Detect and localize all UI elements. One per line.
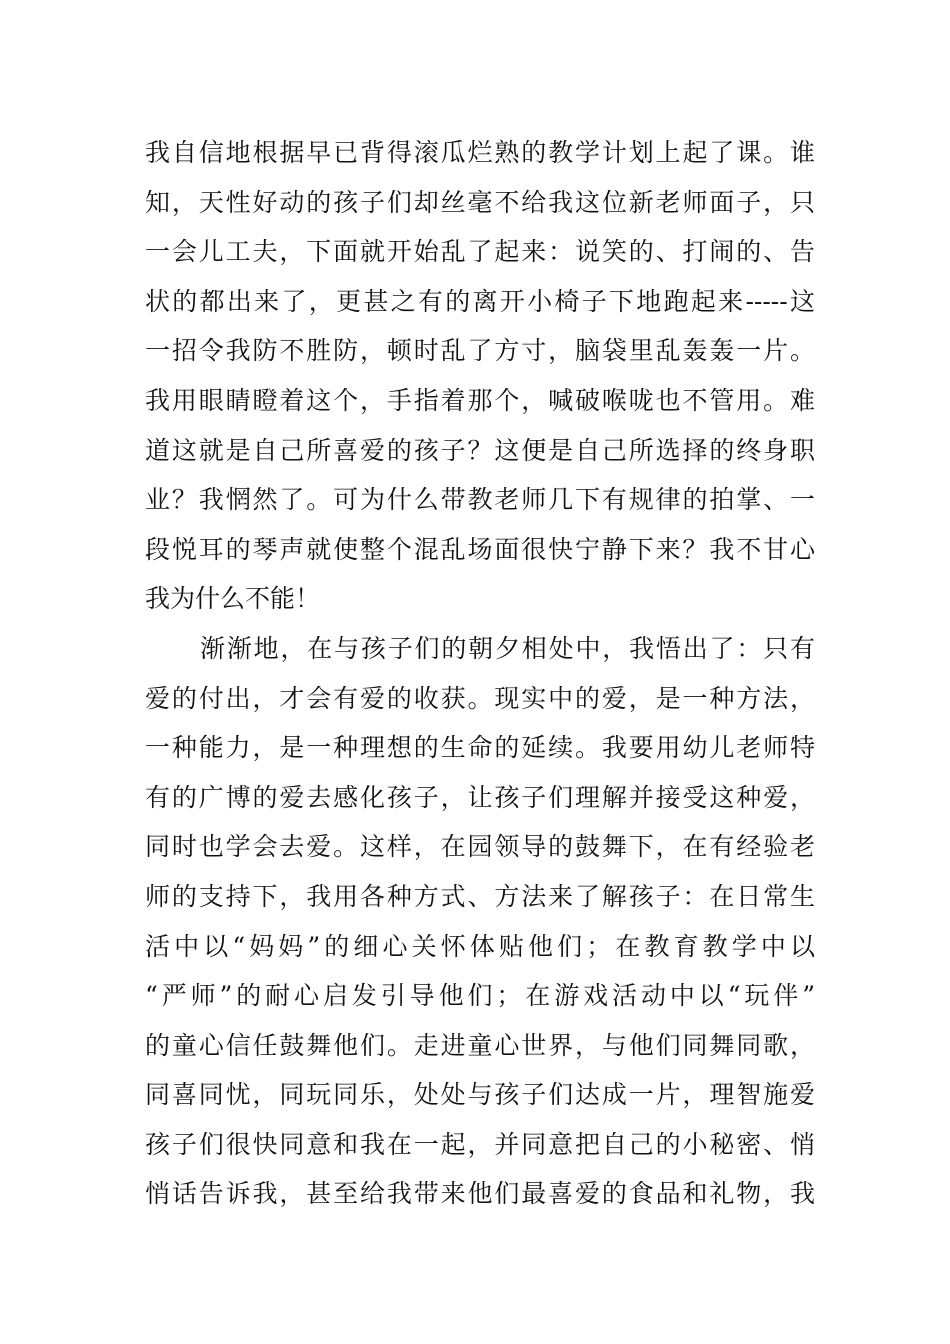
text-line: 同时也学会去爱。这样，在园领导的鼓舞下，在有经验老: [145, 832, 815, 862]
text-line: 道这就是自己所喜爱的孩子？这便是自己所选择的终身职: [145, 435, 815, 465]
text-line: 一会儿工夫，下面就开始乱了起来：说笑的、打闹的、告: [145, 237, 815, 267]
text-line: 我为什么不能！: [145, 584, 321, 614]
text-line: 一种能力，是一种理想的生命的延续。我要用幼儿老师特: [145, 733, 815, 763]
text-line: 我自信地根据早已背得滚瓜烂熟的教学计划上起了课。谁: [145, 138, 815, 167]
text-line: 爱的付出，才会有爱的收获。现实中的爱，是一种方法，: [145, 683, 815, 713]
paragraph: [145, 128, 815, 624]
text-line: 师的支持下，我用各种方式、方法来了解孩子：在日常生: [145, 881, 815, 911]
text-line: 的童心信任鼓舞他们。走进童心世界，与他们同舞同歌，: [145, 1030, 815, 1060]
text-line: 悄话告诉我，甚至给我带来他们最喜爱的食品和礼物，我: [145, 1179, 815, 1209]
text-line: 业？我惘然了。可为什么带教老师几下有规律的拍掌、一: [145, 485, 815, 515]
body-text: [145, 128, 815, 1219]
text-line: 我用眼睛瞪着这个，手指着那个，喊破喉咙也不管用。难: [145, 385, 815, 415]
text-line: 活中以“妈妈”的细心关怀体贴他们；在教育教学中以: [145, 931, 815, 961]
text-line: 一招令我防不胜防，顿时乱了方寸，脑袋里乱轰轰一片。: [145, 336, 815, 366]
paragraph: [145, 624, 815, 1219]
text-line: 知，天性好动的孩子们却丝毫不给我这位新老师面子，只: [145, 187, 815, 217]
text-line: 状的都出来了，更甚之有的离开小椅子下地跑起来-----这: [145, 286, 815, 316]
text-line: 同喜同忧，同玩同乐，处处与孩子们达成一片，理智施爱: [145, 1080, 815, 1110]
text-line: 段悦耳的琴声就使整个混乱场面很快宁静下来？我不甘心: [145, 534, 815, 564]
text-line: 渐渐地，在与孩子们的朝夕相处中，我悟出了：只有: [200, 633, 815, 663]
text-line: “严师”的耐心启发引导他们；在游戏活动中以“玩伴”: [145, 981, 815, 1011]
text-line: 孩子们很快同意和我在一起，并同意把自己的小秘密、悄: [145, 1129, 815, 1159]
text-line: 有的广博的爱去感化孩子，让孩子们理解并接受这种爱，: [145, 782, 815, 812]
